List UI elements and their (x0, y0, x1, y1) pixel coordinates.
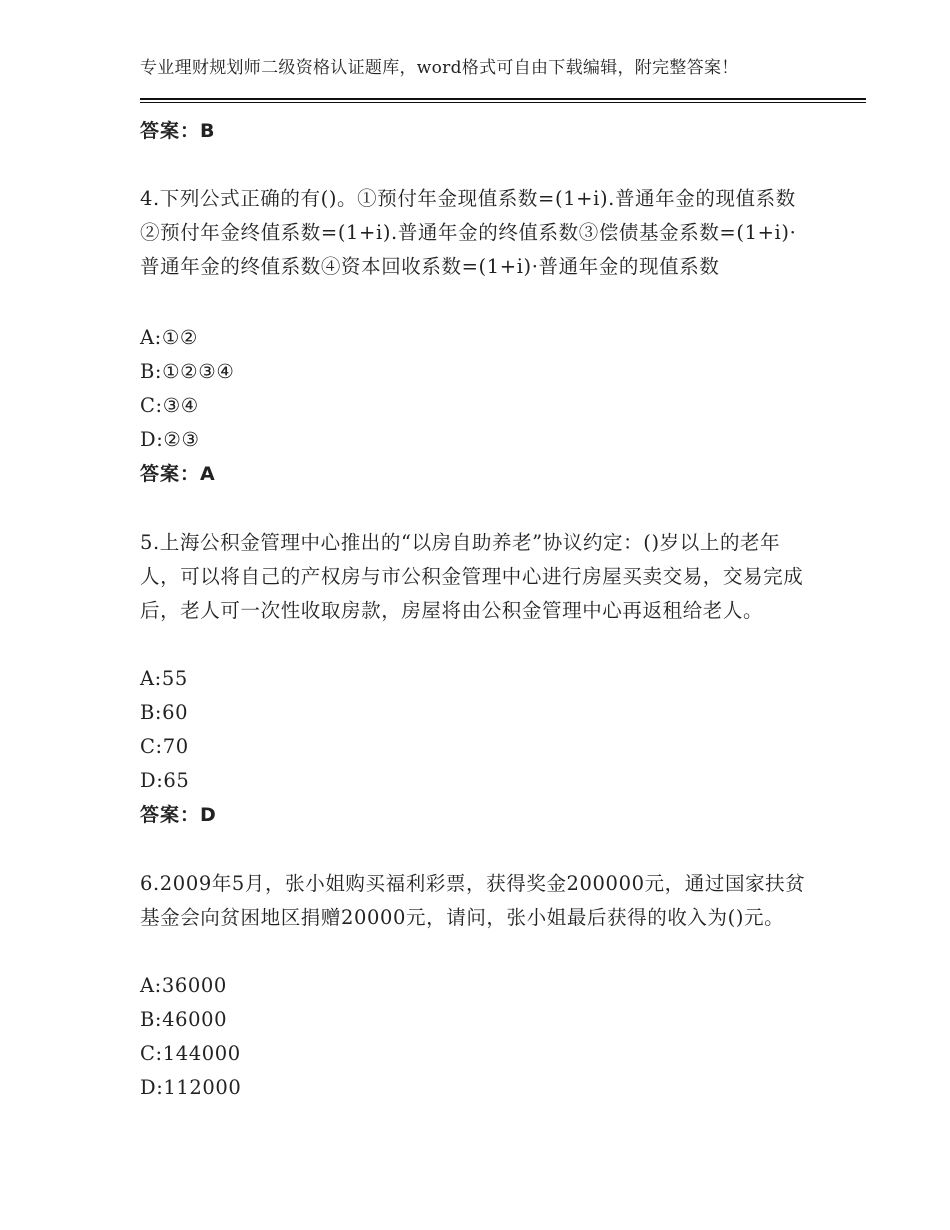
question-5-option-c: C:70 (140, 735, 189, 758)
page-header: 专业理财规划师二级资格认证题库，word格式可自由下载编辑，附完整答案！ (140, 58, 739, 78)
question-5-option-b: B:60 (140, 701, 189, 724)
question-5-answer: 答案：D (140, 804, 217, 826)
question-4-answer: 答案：A (140, 463, 216, 485)
header-rule-thick (140, 98, 866, 100)
question-4-option-d: D:②③ (140, 428, 200, 451)
question-4-option-b: B:①②③④ (140, 360, 235, 383)
question-6-text: 6.2009年5月，张小姐购买福利彩票，获得奖金200000元，通过国家扶贫基金会向贫困地区捐赠20000元，请问，张小姐最后获得的收入为()元。 (140, 872, 806, 929)
question-6-option-c: C:144000 (140, 1042, 241, 1065)
question-5-option-d: D:65 (140, 769, 190, 792)
question-4-option-a: A:①② (140, 326, 199, 349)
question-6-option-d: D:112000 (140, 1076, 242, 1099)
question-5-option-a: A:55 (140, 667, 188, 690)
question-5-text: 5.上海公积金管理中心推出的“以房自助养老”协议约定：()岁以上的老年人，可以将自己的产权房与市公积金管理中心进行房屋买卖交易，交易完成后，老人可一次性收取房款，房屋将由公积金管理中心再返租给老人。 (140, 531, 804, 622)
question-4-text: 4.下列公式正确的有()。①预付年金现值系数=(1+i).普通年金的现值系数②预付年金终值系数=(1+i).普通年金的终值系数③偿债基金系数=(1+i)·普通年金的终值系数④资本回收系数=(1+i)·普通年金的现值系数 (140, 187, 797, 278)
question-6-option-b: B:46000 (140, 1008, 228, 1031)
answer-previous-question: 答案：B (140, 120, 216, 142)
question-6-option-a: A:36000 (140, 974, 227, 997)
question-4-option-c: C:③④ (140, 394, 199, 417)
header-rule-thin (140, 102, 866, 103)
